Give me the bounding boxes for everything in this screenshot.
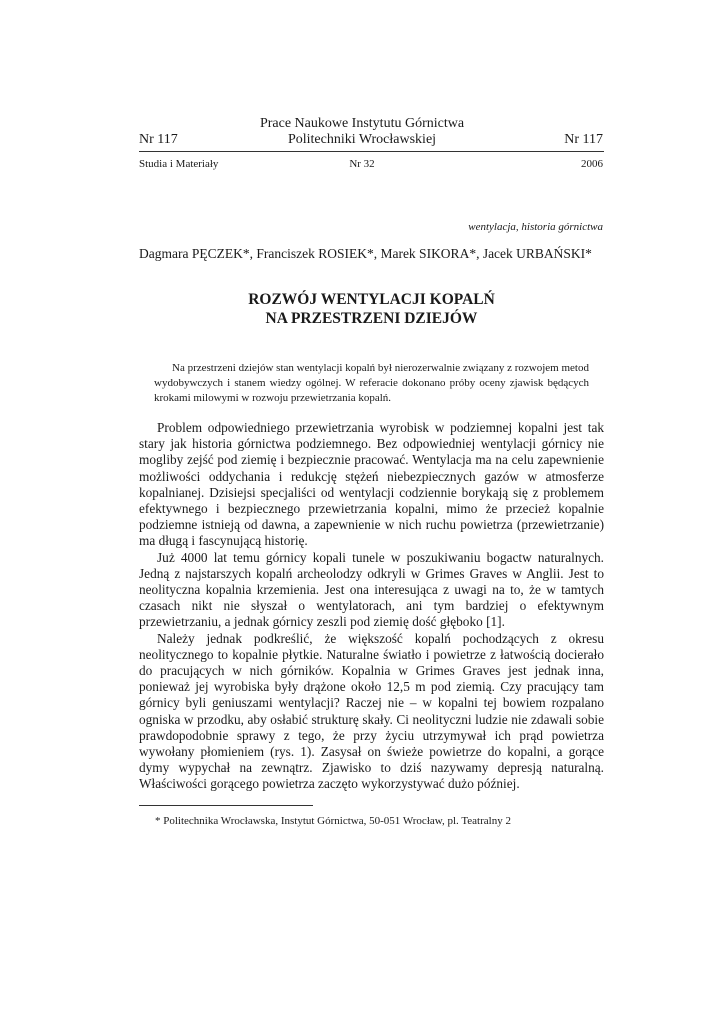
keywords: wentylacja, historia górnictwa bbox=[468, 221, 603, 233]
series-number: Nr 32 bbox=[349, 158, 375, 170]
title-line-2: NA PRZESTRZENI DZIEJÓW bbox=[265, 310, 478, 327]
body-paragraph: Już 4000 lat temu górnicy kopali tunele w poszukiwaniu bogactw naturalnych. Jedną z najstarszych kopalń archeolodzy odkryli w Grimes Graves w Anglii. Jest to neolityczna kopalnia krzemienia. Jest ona interesująca z uwagi na to, że w tamtych czasach nikt nie słyszał o wentylatorach, ani tym bardziej o efektywnym przewietrzaniu, a jednak górnicy zeszli pod ziemię dość głęboko [1]. bbox=[139, 549, 604, 630]
body-paragraph: Należy jednak podkreślić, że większość kopalń pochodzących z okresu neolitycznego to kopalnie płytkie. Naturalne światło i powietrze z łatwością docierało do pracujących w nich górników. Kopalnia w Grimes Graves jest jednak inna, ponieważ jej wyrobiska były drążone około 12,5 m pod ziemią. Czy pracujący tam górnicy byli geniuszami wentylacji? Raczej nie – w kopalni tej bowiem rozpalano ogniska w przodku, aby osłabić strukturę skały. Ci neolityczni ludzie nie zdawali sobie prawdopodobnie sprawy z tego, że przy życiu utrzymywał ich prąd powietrza wywołany płomieniem (rys. 1). Zasysał on świeże powietrze do kopalni, a gorące dymy wypychał na zewnątrz. Zjawisko to dziś nazywamy depresją naturalną. Właściwości gorącego powietrza zaczęto wykorzystywać dużo później. bbox=[139, 630, 604, 792]
series-name: Studia i Materiały bbox=[139, 158, 219, 170]
issue-number-left: Nr 117 bbox=[139, 132, 178, 147]
title-line-1: ROZWÓJ WENTYLACJI KOPALŃ bbox=[248, 291, 495, 308]
authors: Dagmara PĘCZEK*, Franciszek ROSIEK*, Marek SIKORA*, Jacek URBAŃSKI* bbox=[139, 246, 592, 261]
issue-number-right: Nr 117 bbox=[564, 132, 603, 147]
journal-name-line1: Prace Naukowe Instytutu Górnictwa bbox=[259, 116, 465, 131]
paper-title bbox=[139, 290, 604, 328]
body-text bbox=[139, 420, 604, 793]
footnote-rule bbox=[139, 805, 313, 806]
header-rule bbox=[139, 151, 604, 152]
journal-name-line2: Politechniki Wrocławskiej bbox=[287, 132, 437, 147]
body-paragraph: Problem odpowiedniego przewietrzania wyrobisk w podziemnej kopalni jest tak stary jak historia górnictwa podziemnego. Bez odpowiedniej wentylacji górnicy nie mogliby zejść pod ziemię i bezpiecznie pracować. Wentylacja ma na celu zapewnienie możliwości oddychania i redukcję stężeń niebezpiecznych gazów w atmosferze kopalnianej. Dzisiejsi specjaliści od wentylacji codziennie borykają się z problemem efektywnego i bezpiecznego przewietrzania kopalni, mimo że przecież kopalnie podziemne istnieją od dawna, a zapewnienie w nich ruchu powietrza (przewietrzanie) ma długą i fascynującą historię. bbox=[139, 420, 604, 549]
footnote: * Politechnika Wrocławska, Instytut Górnictwa, 50-051 Wrocław, pl. Teatralny 2 bbox=[155, 815, 511, 827]
publication-year: 2006 bbox=[581, 158, 603, 170]
abstract: Na przestrzeni dziejów stan wentylacji kopalń był nierozerwalnie związany z rozwojem metod wydobywczych i stanem wiedzy ogólnej. W referacie dokonano próby oceny zjawisk będących krokami milowymi w rozwoju przewietrzania kopalń. bbox=[154, 362, 589, 405]
